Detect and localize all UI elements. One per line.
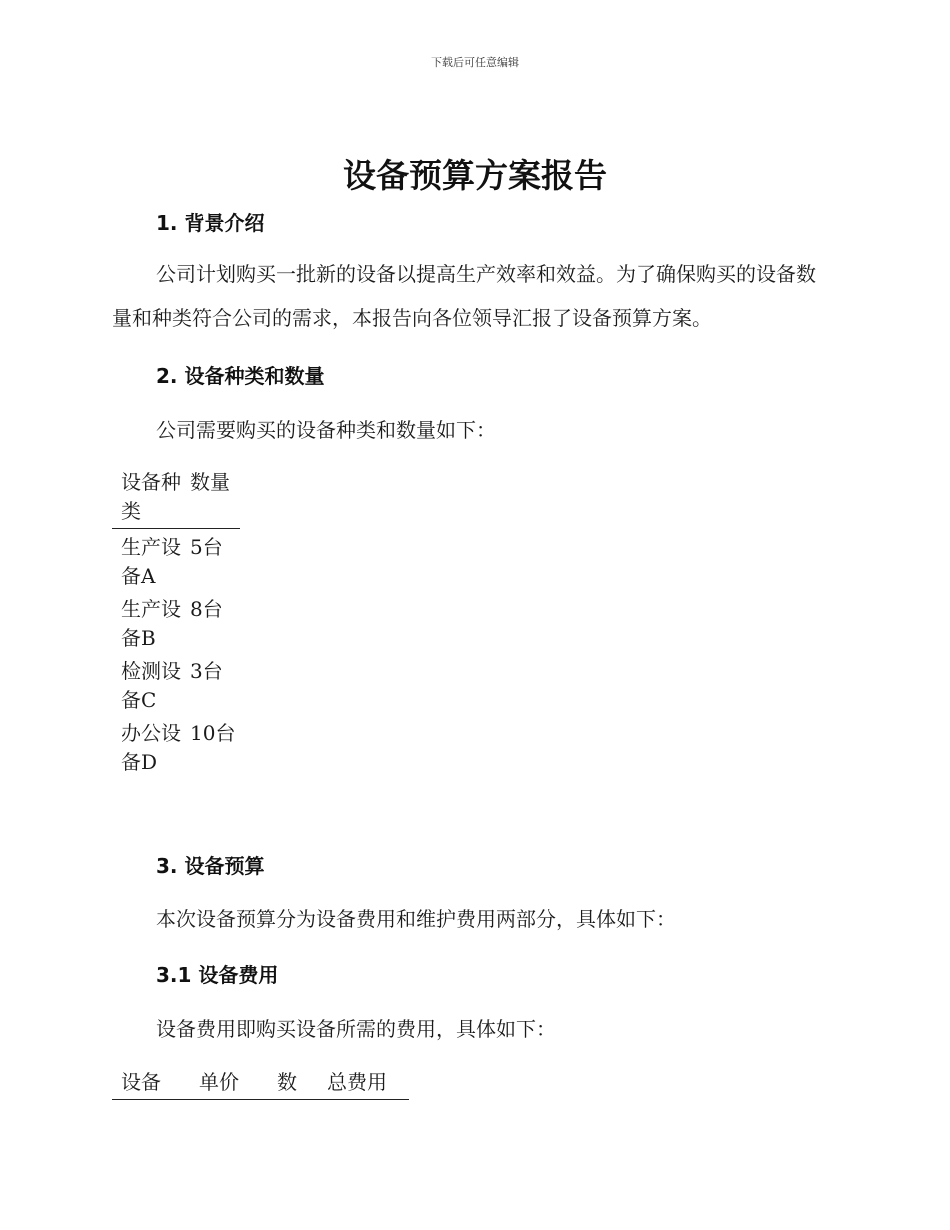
table-row [112,533,240,591]
table-header-cell: 设备 [121,1070,161,1094]
table-header-cell: 总费用 [327,1070,387,1094]
section-paragraph-background: 公司计划购买一批新的设备以提高生产效率和效益。为了确保购买的设备数量和种类符合公司的需求，本报告向各位领导汇报了设备预算方案。 [112,262,816,330]
section-intro-equipment-cost: 设备费用即购买设备所需的费用，具体如下： [156,1017,556,1041]
table-header-cell: 设备种类 [121,470,181,523]
table-cell-quantity: 10台 [190,721,236,745]
table-cell-equipment: 生产设备B [121,597,181,650]
section-heading-budget: 3. 设备预算 [156,854,265,878]
document-title: 设备预算方案报告 [343,156,607,195]
table-cell-equipment: 办公设备D [121,721,181,774]
table-cell-quantity: 3台 [190,659,223,683]
table-header-cell: 数量 [190,470,230,494]
table-cell-equipment: 检测设备C [121,659,181,712]
header-note: 下载后可任意编辑 [431,56,519,69]
table-row [112,719,240,777]
table-header-row [112,1068,409,1100]
section-intro-budget: 本次设备预算分为设备费用和维护费用两部分，具体如下： [156,907,676,931]
equipment-quantity-table [112,468,240,777]
table-row [112,657,240,715]
equipment-cost-table [112,1068,409,1100]
table-header-cell: 单价 [199,1070,239,1094]
table-cell-equipment: 生产设备A [121,535,181,588]
table-header-row [112,468,240,529]
table-row [112,595,240,653]
section-heading-equipment-cost: 3.1 设备费用 [156,963,279,987]
table-cell-quantity: 5台 [190,535,223,559]
section-intro-equipment-types: 公司需要购买的设备种类和数量如下： [156,418,496,442]
section-heading-equipment-types: 2. 设备种类和数量 [156,364,325,388]
section-heading-background: 1. 背景介绍 [156,211,265,235]
table-cell-quantity: 8台 [190,597,223,621]
table-header-cell: 数 [277,1070,297,1094]
